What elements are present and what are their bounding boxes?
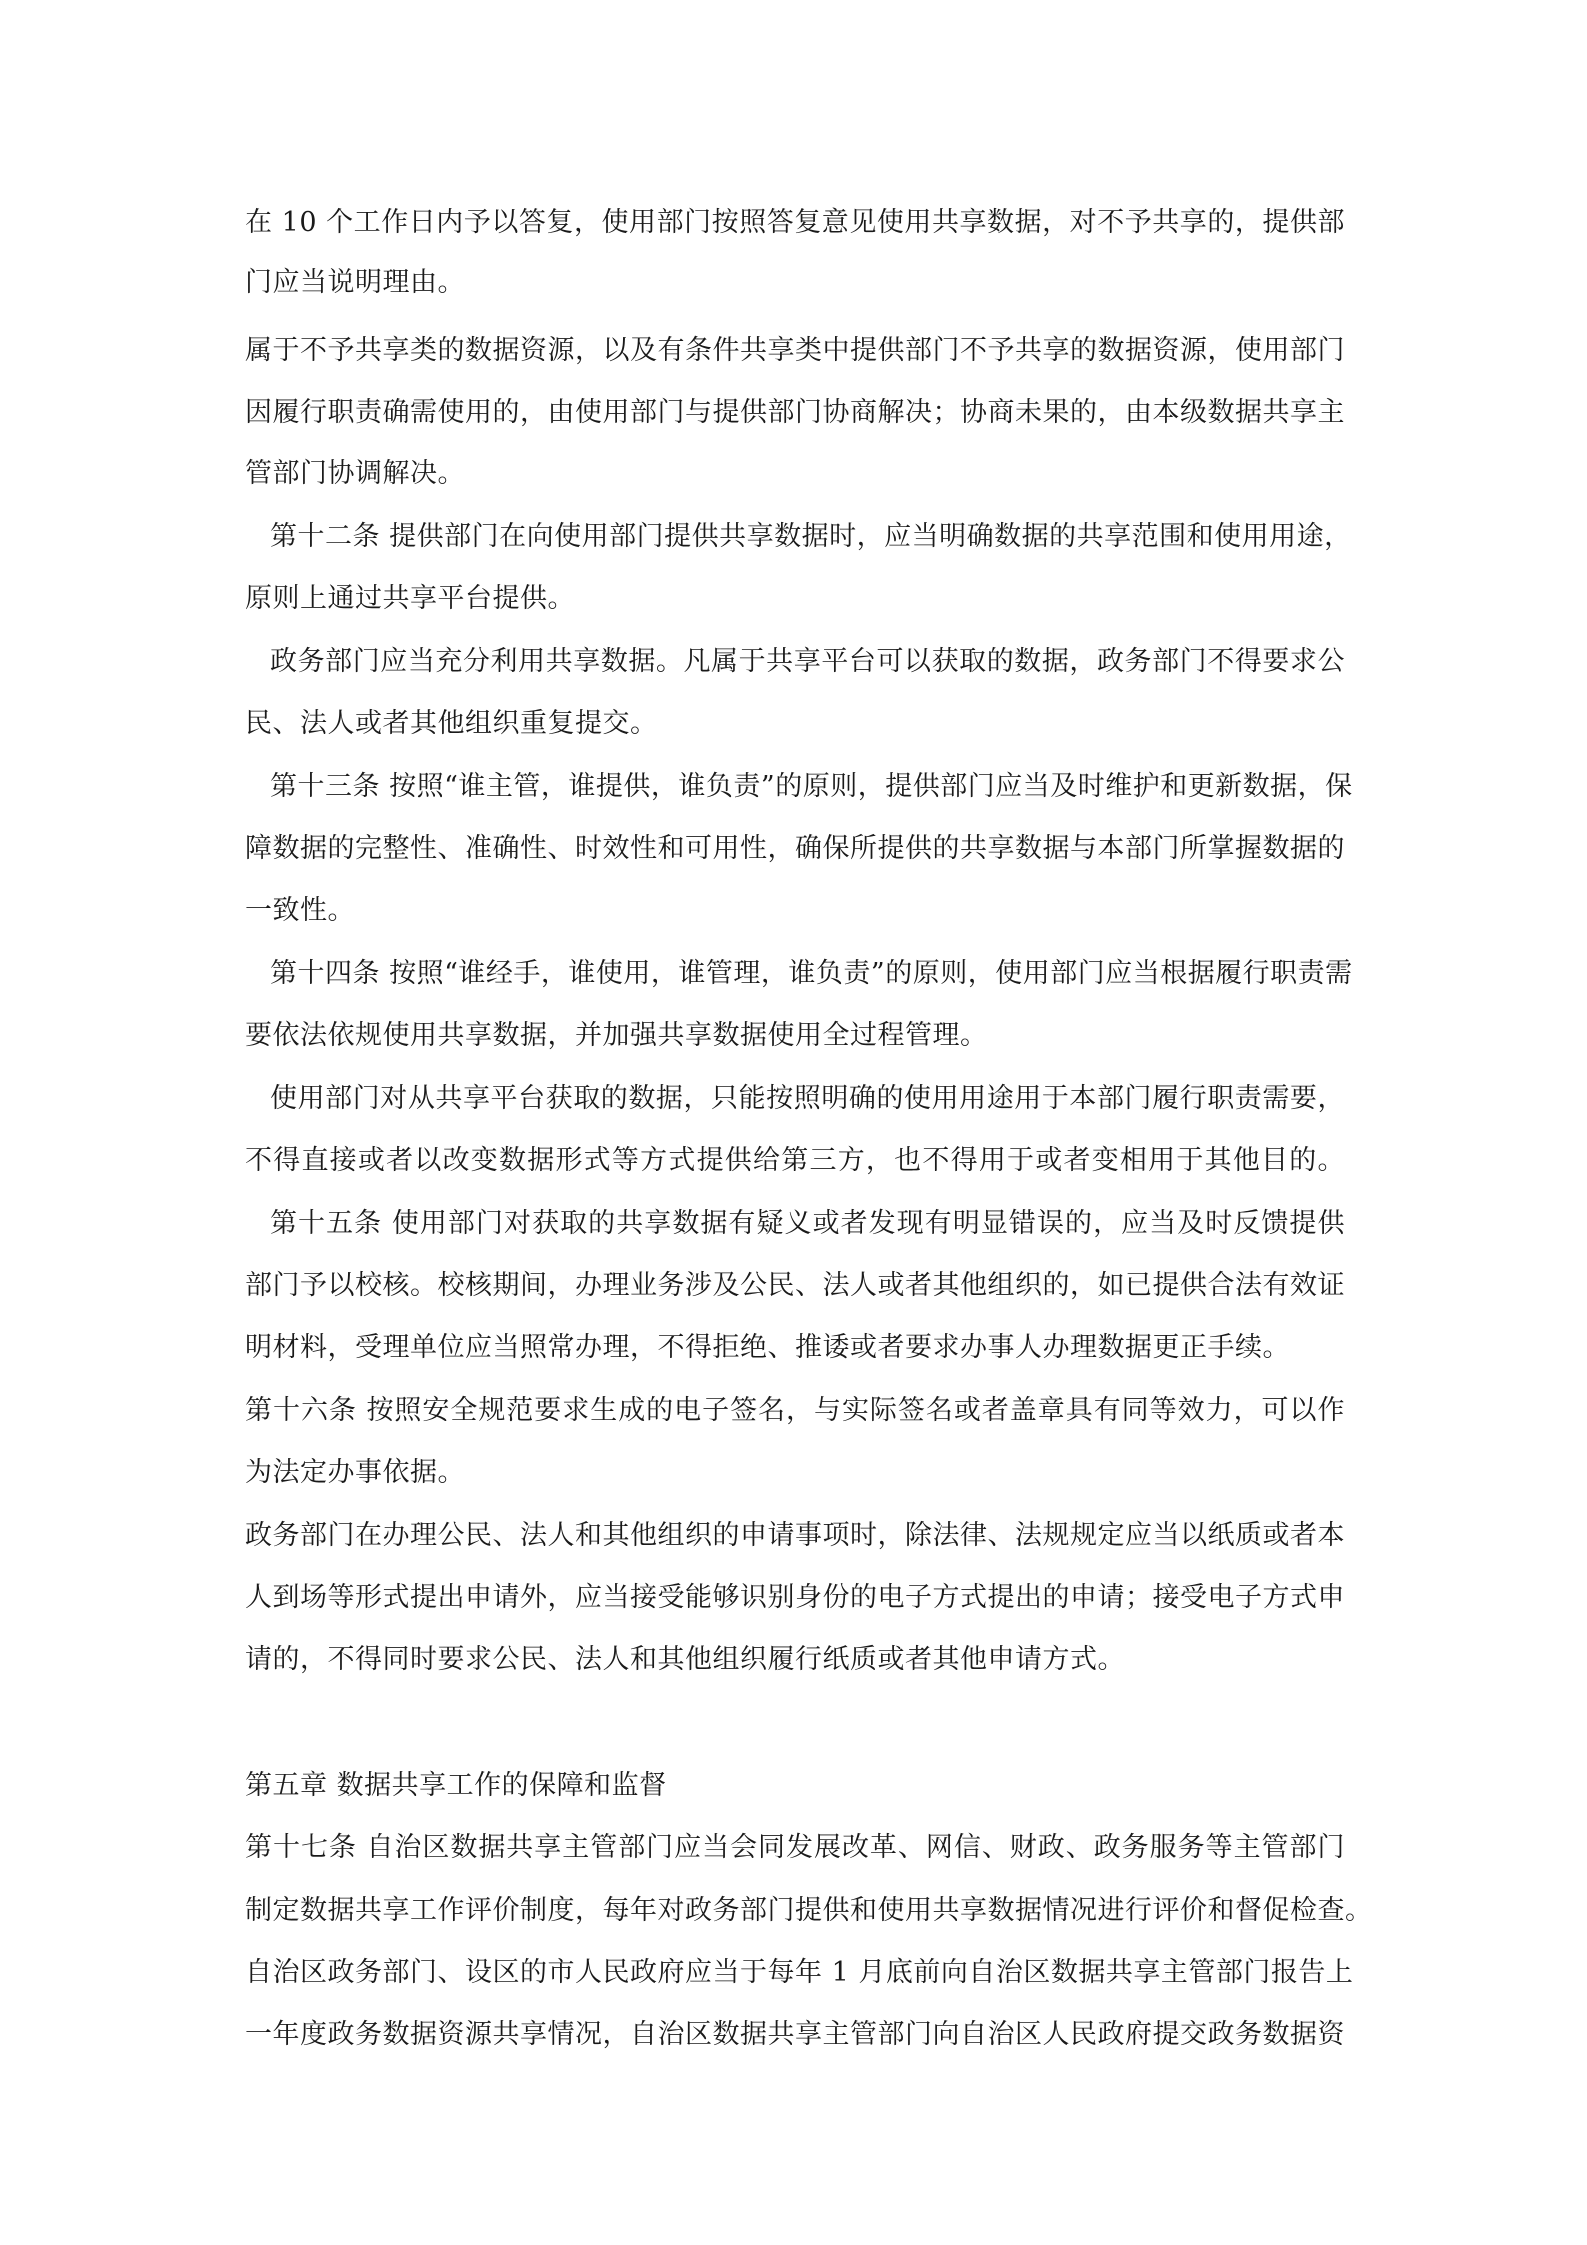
- text-line: 一年度政务数据资源共享情况，自治区数据共享主管部门向自治区人民政府提交政务数据资: [245, 2019, 1345, 2050]
- text-line: 一致性。: [245, 895, 355, 926]
- text-line: 原则上通过共享平台提供。: [245, 583, 575, 614]
- text-line: 门应当说明理由。: [245, 267, 465, 298]
- text-line: 使用部门对从共享平台获取的数据，只能按照明确的使用用途用于本部门履行职责需要，: [270, 1083, 1345, 1114]
- text-line: 障数据的完整性、准确性、时效性和可用性，确保所提供的共享数据与本部门所掌握数据的: [245, 833, 1345, 864]
- text-line: 请的，不得同时要求公民、法人和其他组织履行纸质或者其他申请方式。: [245, 1644, 1125, 1675]
- text-line: 不得直接或者以改变数据形式等方式提供给第三方，也不得用于或者变相用于其他目的。: [245, 1145, 1345, 1176]
- text-line: 管部门协调解决。: [245, 458, 465, 489]
- text-line: 第十五条 使用部门对获取的共享数据有疑义或者发现有明显错误的，应当及时反馈提供: [270, 1208, 1345, 1239]
- text-line: 政务部门应当充分利用共享数据。凡属于共享平台可以获取的数据，政务部门不得要求公: [270, 646, 1345, 677]
- text-line: 民、法人或者其他组织重复提交。: [245, 708, 658, 739]
- text-line: 政务部门在办理公民、法人和其他组织的申请事项时，除法律、法规规定应当以纸质或者本: [245, 1520, 1345, 1551]
- text-line: 在 10 个工作日内予以答复，使用部门按照答复意见使用共享数据，对不予共享的，提供部: [245, 207, 1345, 238]
- chapter-heading: 第五章 数据共享工作的保障和监督: [245, 1770, 667, 1801]
- text-line: 第十二条 提供部门在向使用部门提供共享数据时，应当明确数据的共享范围和使用用途，: [270, 521, 1352, 552]
- text-line: 要依法依规使用共享数据，并加强共享数据使用全过程管理。: [245, 1020, 988, 1051]
- text-line: 属于不予共享类的数据资源，以及有条件共享类中提供部门不予共享的数据资源，使用部门: [245, 335, 1345, 366]
- text-line: 部门予以校核。校核期间，办理业务涉及公民、法人或者其他组织的，如已提供合法有效证: [245, 1270, 1345, 1301]
- text-line: 第十三条 按照“谁主管，谁提供，谁负责”的原则，提供部门应当及时维护和更新数据，保: [270, 771, 1353, 802]
- text-line: 人到场等形式提出申请外，应当接受能够识别身份的电子方式提出的申请；接受电子方式申: [245, 1582, 1345, 1613]
- text-line: 因履行职责确需使用的，由使用部门与提供部门协商解决；协商未果的，由本级数据共享主: [245, 397, 1345, 428]
- text-line: 为法定办事依据。: [245, 1457, 465, 1488]
- text-line: 第十七条 自治区数据共享主管部门应当会同发展改革、网信、财政、政务服务等主管部门: [245, 1832, 1345, 1863]
- text-line: 第十四条 按照“谁经手，谁使用，谁管理，谁负责”的原则，使用部门应当根据履行职责需: [270, 958, 1353, 989]
- text-line: 第十六条 按照安全规范要求生成的电子签名，与实际签名或者盖章具有同等效力，可以作: [245, 1395, 1345, 1426]
- text-line: 制定数据共享工作评价制度，每年对政务部门提供和使用共享数据情况进行评价和督促检查。: [245, 1895, 1373, 1926]
- text-line: 明材料，受理单位应当照常办理，不得拒绝、推诿或者要求办事人办理数据更正手续。: [245, 1332, 1290, 1363]
- text-line: 自治区政务部门、设区的市人民政府应当于每年 1 月底前向自治区数据共享主管部门报告上: [245, 1957, 1354, 1988]
